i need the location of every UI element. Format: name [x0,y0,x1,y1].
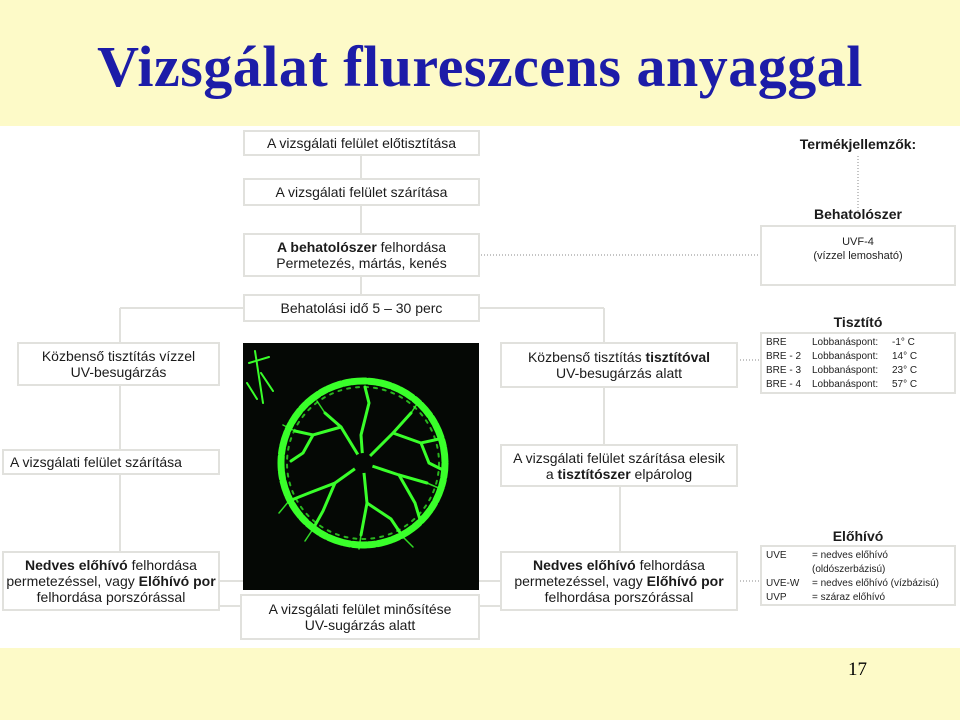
mid-developer [500,551,738,611]
cleaner-heading: Tisztító [833,314,883,330]
developer-row [766,563,950,577]
mid-dev-rest1: felhordása [635,557,705,573]
penetrant-rest: felhordása [376,239,447,255]
mid-dry-bold: tisztítószer [557,465,631,482]
cleaner-row [766,378,950,392]
penetrant-heading: Behatolószer [814,206,902,222]
evaluation-line2: UV-sugárzás alatt [304,617,416,633]
step-evaluation [240,594,480,640]
step-precleaning [243,130,480,156]
developer-code [766,563,812,577]
cleaner-table [760,332,956,394]
developer-code: UVE-W [766,578,800,589]
cleaner-row [766,350,950,364]
penetrant-application-line1 [245,239,478,255]
developer-text: = nedves előhívó [812,550,888,561]
left-cleaning-line1: Közbenső tisztítás vízzel [41,348,196,364]
left-intermediate-cleaning [17,342,220,386]
left-developer-line2 [4,573,218,589]
left-developer-line3: felhordása porszórással [36,589,186,605]
penetrant-bold: A behatolószer [276,239,377,255]
developer-row [766,577,950,591]
mid-developer-line3: felhordása porszórással [544,589,694,605]
cleaner-code: BRE - 3 [766,365,802,376]
developer-text: = nedves előhívó (vízbázisú) [812,578,940,589]
cleaner-code: BRE - 2 [766,351,802,362]
cleaner-label: Lobbanáspont: [812,351,879,362]
developer-heading: Előhívó [832,528,884,544]
step-drying-label: A vizsgálati felület szárítása [275,184,448,200]
mid-dev-bold2: Előhívó por [646,573,724,589]
mid-dev-pre2: permetezéssel, vagy [514,573,647,589]
footer-band [0,648,960,720]
developer-row [766,549,950,563]
left-dev-rest1: felhordása [127,557,197,573]
developer-text: = száraz előhívó [812,592,886,603]
left-dev-pre2: permetezéssel, vagy [6,573,139,589]
page-title: Vizsgálat flureszcens anyaggal [97,34,863,99]
mid-dry-rest: elpárolog [630,465,693,482]
mid-drying-line1: A vizsgálati felület szárítása elesik [513,449,725,466]
penetrant-code: UVF-4 [842,236,874,248]
penetrant-spec [760,225,956,286]
cleaner-value: 14° C [892,351,918,362]
developer-table [760,545,956,606]
penetrant-note: (vízzel lemosható) [813,250,903,262]
dwell-time-label: Behatolási idő 5 – 30 perc [280,300,443,316]
mid-dev-bold1: Nedves előhívó [533,557,636,573]
mid-developer-line1 [502,557,736,573]
mid-drying [500,444,738,487]
left-cleaning-line2: UV-besugárzás [70,364,167,380]
mid-clean-bold: tisztítóval [645,349,711,365]
cleaner-code: BRE - 4 [766,379,802,390]
left-developer-line1 [4,557,218,573]
left-developer [2,551,220,611]
left-dev-bold1: Nedves előhívó [25,557,128,573]
step-dwell-time [243,294,480,322]
cleaner-value: 57° C [892,379,918,390]
developer-code: UVP [766,592,787,603]
cleaner-value: -1° C [892,337,915,348]
cleaner-row [766,336,950,350]
cleaner-code: BRE [766,337,787,348]
mid-cleaning-line2: UV-besugárzás alatt [555,365,683,381]
cleaner-label: Lobbanáspont: [812,379,879,390]
evaluation-line1: A vizsgálati felület minősítése [268,601,452,617]
mid-developer-line2 [502,573,736,589]
fluorescent-crack-photo [243,343,479,590]
left-drying [2,449,220,475]
mid-dry-pre: a [545,465,558,482]
cleaner-label: Lobbanáspont: [812,365,879,376]
crack-indication-image [243,343,479,590]
mid-intermediate-cleaning [500,342,738,388]
cleaner-label: Lobbanáspont: [812,337,879,348]
process-diagram [0,126,960,648]
cleaner-row [766,364,950,378]
mid-drying-line2 [502,466,736,482]
penetrant-application-line2: Permetezés, mártás, kenés [276,255,447,271]
page-number: 17 [848,659,867,680]
left-drying-label: A vizsgálati felület szárítása [10,454,182,470]
developer-text: (oldószerbázisú) [812,564,886,575]
left-dev-bold2: Előhívó por [138,573,216,589]
product-heading: Termékjellemzők: [799,136,917,152]
cleaner-value: 23° C [892,365,918,376]
mid-clean-pre: Közbenső tisztítás [527,349,646,365]
developer-code: UVE [766,550,787,561]
step-precleaning-label: A vizsgálati felület előtisztítása [266,135,457,151]
developer-row [766,591,950,605]
step-drying [243,178,480,206]
step-penetrant-application [243,233,480,277]
mid-cleaning-line1 [502,349,736,365]
